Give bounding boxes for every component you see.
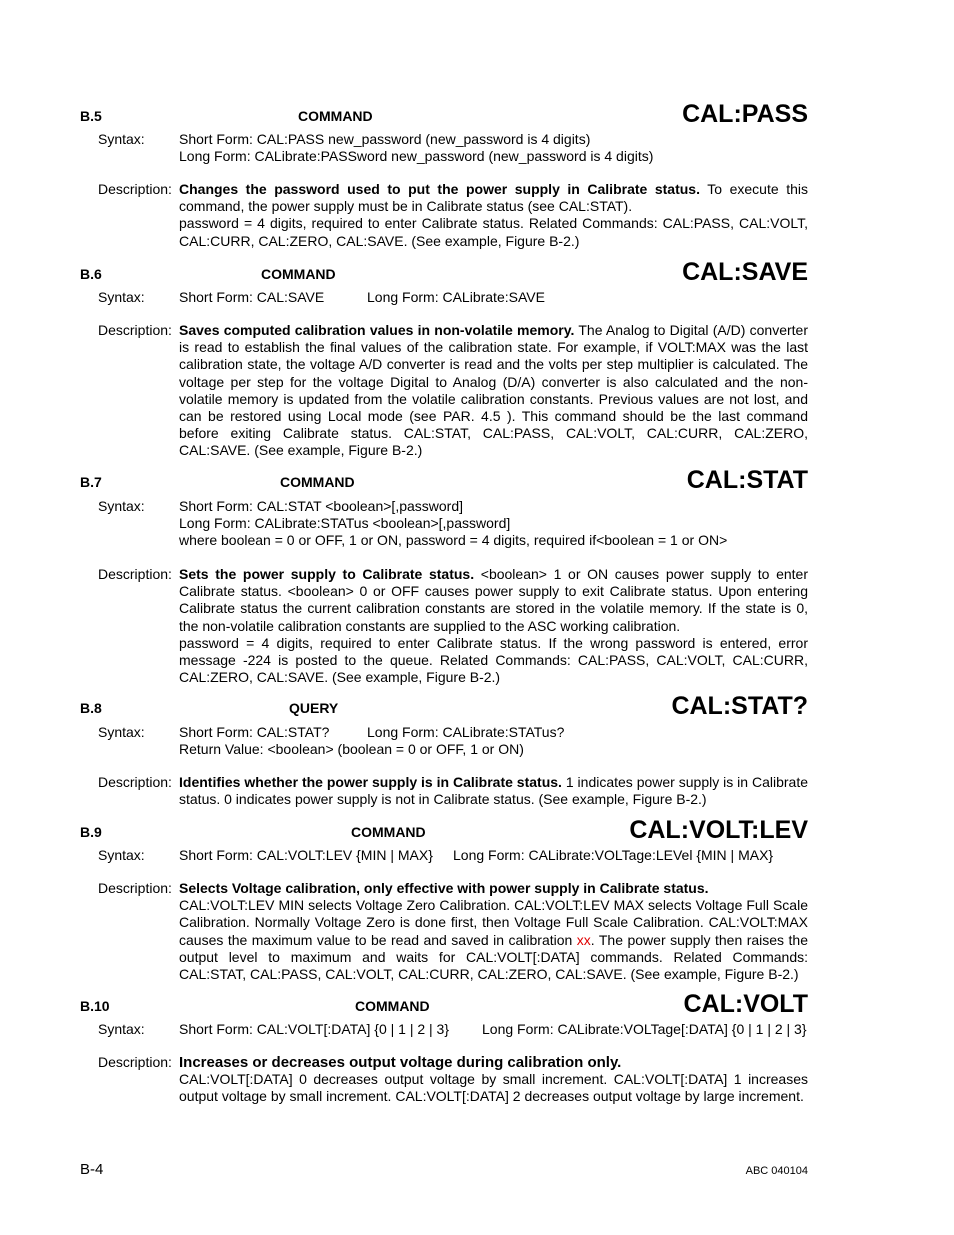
- section-header-b5: [80, 100, 808, 130]
- command-name: CAL:STAT: [686, 466, 808, 494]
- syntax-label: Syntax:: [98, 724, 145, 740]
- description-label: Description:: [98, 566, 172, 582]
- section-header-b6: [80, 258, 808, 288]
- description-bold: Changes the password used to put the power supply in Calibrate status.: [179, 181, 700, 197]
- description-text: 1 indicates power supply is in Calibrate status. 0 indicates power supply is not in Calibrate status. (See example, Figure B-2.): [179, 774, 809, 808]
- description-placeholder: xx: [576, 931, 591, 948]
- description-text: The Analog to Digital (A/D) converter is read to establish the final values of the calibration state. For example, if VOLT:MAX was the last calibration state, the voltage A/D converter is read and the volts per step multiplier is calculated. The voltage per step for the voltage Digital to Analog (D/A) converter is also calculated and the non-volatile memory is updated from the volatile calibration constants. Previous values are not lost, and can be restored using Local mode (see PAR. 4.5 ). This command should be the last command before exiting Calibrate status. CAL:STAT, CAL:PASS, CAL:VOLT, CAL:CURR, CAL:ZERO, CAL:SAVE. (See example, Figure B-2.): [179, 322, 808, 459]
- description-label: Description:: [98, 322, 172, 338]
- command-name: CAL:VOLT:LEV: [629, 816, 808, 844]
- syntax-label: Syntax:: [98, 289, 145, 305]
- description-bold: Saves computed calibration values in non-volatile memory.: [179, 322, 575, 338]
- section-number: B.10: [80, 998, 110, 1014]
- syntax-short: Short Form: CAL:STAT <boolean>[,password]: [179, 498, 464, 514]
- command-name: CAL:PASS: [682, 100, 808, 128]
- syntax-note: where boolean = 0 or OFF, 1 or ON, password = 4 digits, required if<boolean = 1 or ON>: [179, 532, 728, 549]
- section-type: COMMAND: [280, 474, 355, 490]
- command-name: CAL:STAT?: [671, 692, 808, 720]
- syntax-short: Short Form: CAL:VOLT:LEV {MIN | MAX}: [179, 847, 433, 863]
- section-number: B.8: [80, 700, 102, 716]
- description-bold: Increases or decreases output voltage during calibration only.: [179, 1054, 622, 1071]
- section-header-b7: [80, 466, 808, 496]
- page-number: B-4: [80, 1161, 104, 1178]
- document-id: ABC 040104: [745, 1165, 808, 1177]
- syntax-long: Long Form: CALibrate:SAVE: [367, 289, 545, 305]
- description-text-2: password = 4 digits, required to enter Calibrate status. If the wrong password is entered, error message -224 is posted to the queue. Related Commands: CAL:PASS, CAL:VOLT, CAL:CURR, CAL:ZERO, CAL:SAVE. (See example, Figure B-2.): [179, 634, 808, 686]
- description-text: To execute this command, the power supply must be in Calibrate status (see CAL:STAT).: [179, 181, 808, 215]
- description-bold: Identifies whether the power supply is in Calibrate status.: [179, 774, 562, 790]
- section-type: COMMAND: [261, 266, 336, 282]
- section-type: QUERY: [289, 700, 339, 716]
- syntax-label: Syntax:: [98, 131, 145, 147]
- section-number: B.7: [80, 474, 102, 490]
- description-label: Description:: [98, 1054, 172, 1070]
- syntax-return: Return Value: <boolean> (boolean = 0 or OFF, 1 or ON): [179, 741, 524, 758]
- description-bold: Selects Voltage calibration, only effective with power supply in Calibrate status.: [179, 880, 709, 896]
- description-label: Description:: [98, 181, 172, 197]
- command-name: CAL:VOLT: [683, 990, 808, 1018]
- syntax-short: Short Form: CAL:VOLT[:DATA] {0 | 1 | 2 | 3}: [179, 1021, 450, 1037]
- section-header-b8: [80, 692, 808, 722]
- description-text: <boolean> 1 or ON causes power supply to enter Calibrate status. <boolean> 0 or OFF causes power supply to exit Calibrate status. Upon entering Calibrate status the current calibration constants are stored in the volatile memory. If the state is 0, the non-volatile calibration constants are supplied to the ASC working calibration.: [179, 566, 808, 634]
- syntax-short: Short Form: CAL:SAVE: [179, 289, 325, 305]
- syntax-long: Long Form: CALibrate:PASSword new_password (new_password is 4 digits): [179, 148, 654, 165]
- section-number: B.5: [80, 108, 102, 124]
- section-number: B.6: [80, 266, 102, 282]
- section-type: COMMAND: [351, 824, 426, 840]
- section-header-b10: [80, 990, 808, 1020]
- syntax-long: Long Form: CALibrate:VOLTage[:DATA] {0 | 1 | 2 | 3}: [482, 1021, 807, 1037]
- syntax-long: Long Form: CALibrate:VOLTage:LEVel {MIN | MAX}: [453, 847, 774, 863]
- syntax-long: Long Form: CALibrate:STATus <boolean>[,password]: [179, 515, 511, 532]
- syntax-label: Syntax:: [98, 847, 145, 863]
- command-name: CAL:SAVE: [682, 258, 808, 286]
- section-type: COMMAND: [298, 108, 373, 124]
- description-text-2: password = 4 digits, required to enter Calibrate status. Related Commands: CAL:PASS, CAL:VOLT, CAL:CURR, CAL:ZERO, CAL:SAVE. (See example, Figure B-2.): [179, 215, 808, 249]
- description-text: CAL:VOLT:LEV MIN selects Voltage Zero Calibration. CAL:VOLT:LEV MAX selects Voltage Full Scale Calibration. Normally Voltage Zero is done first, then Voltage Full Scale Calibration. CAL:VOLT:MAX causes the maximum value to be read and saved in calibration: [179, 897, 808, 948]
- description-text: CAL:VOLT[:DATA] 0 decreases output voltage by small increment. CAL:VOLT[:DATA] 1 increases output voltage by small increment. CAL:VOLT[:DATA] 2 decreases output voltage by large increment.: [179, 1071, 808, 1105]
- description-label: Description:: [98, 880, 172, 896]
- syntax-label: Syntax:: [98, 498, 145, 514]
- description-text-2: . The power supply then raises the output level to maximum and waits for CAL:VOLT[:DATA] commands. Related Commands: CAL:STAT, CAL:PASS, CAL:VOLT, CAL:CURR, CAL:ZERO, CAL:SAVE. (See example, Figure B-2.): [179, 931, 808, 983]
- section-type: COMMAND: [355, 998, 430, 1014]
- syntax-short: Short Form: CAL:PASS new_password (new_password is 4 digits): [179, 131, 591, 147]
- syntax-short: Short Form: CAL:STAT?: [179, 724, 330, 740]
- description-bold: Sets the power supply to Calibrate status.: [179, 566, 475, 582]
- section-header-b9: [80, 816, 808, 846]
- description-label: Description:: [98, 774, 172, 790]
- section-number: B.9: [80, 824, 102, 840]
- syntax-long: Long Form: CALibrate:STATus?: [367, 724, 565, 740]
- syntax-label: Syntax:: [98, 1021, 145, 1037]
